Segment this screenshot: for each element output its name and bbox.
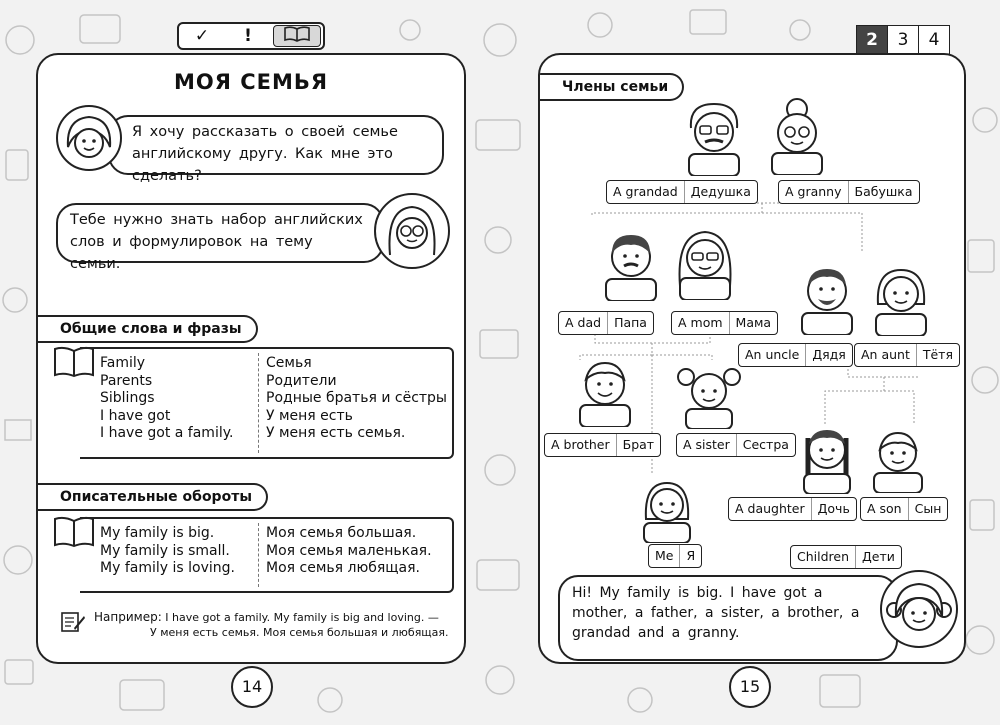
column-divider [258,353,259,453]
check-mark-icon: ✓ [194,26,210,46]
left-page [36,53,466,664]
sister-portrait [674,361,744,429]
translation: Моя семья маленькая. [266,542,432,559]
book-icon [273,25,321,47]
phrase: My family is big. [100,525,215,541]
pencil-note-icon [60,610,86,634]
label-russian: Дядя [812,347,846,362]
label-russian: Брат [622,437,655,452]
term: I have got a family. [100,425,234,441]
aunt-portrait [870,260,932,336]
daughter-portrait [796,418,858,494]
mom-portrait [672,220,738,300]
term: I have got [100,407,171,424]
column-divider [258,523,259,587]
section-general-words: Общие слова и фразы [38,315,258,343]
english-column [100,519,235,578]
label-russian: Папа [614,315,647,330]
dad-portrait [600,223,662,301]
bubble-text: Я хочу рассказать о своей семье английскому другу. Как мне это сделать? [132,124,398,184]
girl-speech-bubble [558,575,898,661]
label-english: A grandad [607,181,685,203]
label-son [860,497,948,521]
translation: Родители [266,372,337,389]
general-words-table [80,347,454,459]
phrase: My family is loving. [100,560,235,576]
tab-2: 2 [856,25,888,55]
translation: Моя семья любящая. [266,560,420,576]
page-tabs [856,25,950,55]
son-portrait [868,423,928,493]
term: Siblings [100,390,155,406]
label-russian: Сын [914,501,942,516]
brother-portrait [574,351,636,427]
section-descriptive-phrases: Описательные обороты [38,483,268,511]
translation: Родные братья и сёстры [266,390,447,406]
label-english: Me [649,545,680,567]
label-english: A dad [559,312,608,334]
label-english: An uncle [739,344,806,366]
grandad-portrait [683,98,745,176]
label-brother [544,433,661,457]
label-grandad [606,180,758,204]
term: Family [100,355,146,371]
label-english: An aunt [855,344,917,366]
label-russian: Дети [862,549,895,564]
girl-avatar [56,105,122,171]
example-prefix: Например: [94,610,162,624]
example-russian: У меня есть семья. Моя семья большая и любящая. [150,626,449,639]
label-russian: Сестра [742,437,789,452]
label-english: A granny [779,181,849,203]
label-russian: Бабушка [854,184,913,199]
label-dad [558,311,654,335]
label-english: A mom [672,312,730,334]
label-sister [676,433,796,457]
section-family-members: Члены семьи [540,73,684,101]
teacher-avatar [374,193,450,269]
granny-portrait [766,95,828,175]
tab-4: 4 [919,25,950,55]
label-english: A daughter [729,498,812,520]
label-aunt [854,343,960,367]
label-children [790,545,902,569]
label-russian: Дочь [817,501,850,516]
term: Parents [100,372,153,389]
label-daughter [728,497,857,521]
label-english: A brother [545,434,617,456]
exclamation-icon: ! [244,26,252,46]
page-title: МОЯ СЕМЬЯ [173,70,329,94]
example-english: I have got a family. My family is big and loving. — [165,611,439,624]
page-number: 15 [729,666,771,708]
label-russian: Дедушка [690,184,751,199]
english-column [100,349,233,443]
right-page [538,53,966,664]
label-uncle [738,343,853,367]
label-russian: Мама [735,315,772,330]
girl-avatar [880,570,958,648]
label-russian: Тётя [922,347,953,362]
label-granny [778,180,920,204]
label-english: Children [791,546,856,568]
russian-column [266,349,447,443]
phrase: My family is small. [100,542,230,559]
bubble-text: Hi! My family is big. I have got a mother, a father, a sister, a brother, a grandad and a granny. [572,585,860,641]
russian-column [266,519,432,578]
bubble-text: Тебе нужно знать набор английских слов и формулировок на тему семьи. [70,212,363,272]
mode-toolbar [177,22,325,50]
girl-speech-bubble [108,115,444,184]
tab-3: 3 [888,25,919,55]
teacher-speech-bubble [56,203,384,272]
me-portrait [636,473,698,543]
translation: Моя семья большая. [266,525,417,541]
label-russian: Я [686,548,696,563]
uncle-portrait [796,257,858,335]
label-mom [671,311,778,335]
translation: У меня есть [266,407,353,424]
translation: Семья [266,355,312,371]
label-english: A sister [677,434,737,456]
page-number: 14 [231,666,273,708]
descriptive-phrases-table [80,517,454,593]
translation: У меня есть семья. [266,425,406,441]
label-me [648,544,702,568]
label-english: A son [861,498,909,520]
